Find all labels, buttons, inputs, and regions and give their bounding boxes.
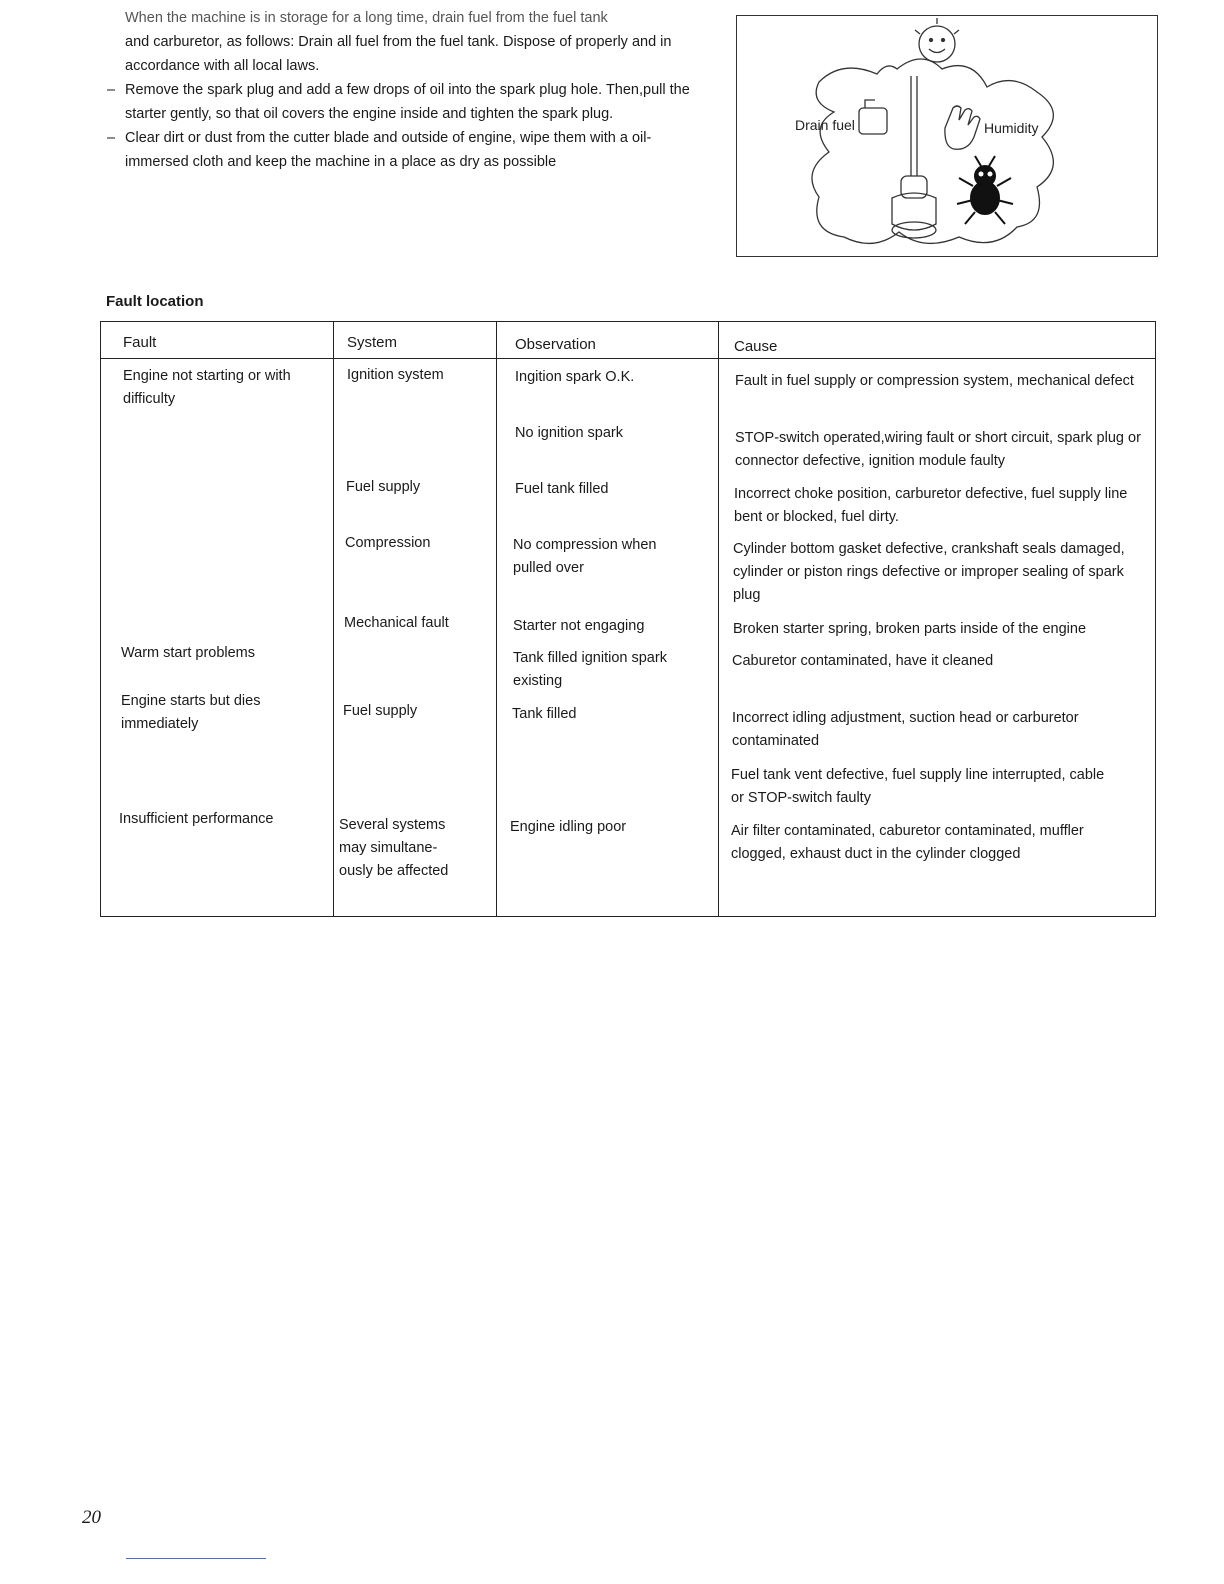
system-cell: Mechanical fault <box>344 615 449 631</box>
insect-icon <box>957 156 1013 224</box>
column-divider <box>718 322 719 916</box>
page-number: 20 <box>82 1507 101 1528</box>
observation-cell: Tank filled ignition spark existing <box>513 650 667 689</box>
observation-cell: No compression when pulled over <box>513 537 657 576</box>
observation-cell: No ignition spark <box>515 425 623 441</box>
hand-icon <box>945 106 980 149</box>
storage-illustration <box>736 15 1158 257</box>
cause-cell: Fault in fuel supply or compression system, mechanical defect <box>735 373 1134 389</box>
sun-face-icon <box>915 18 959 62</box>
storage-instructions <box>100 6 710 174</box>
storage-bullet-1 <box>100 30 710 78</box>
header-cause: Cause <box>734 338 778 355</box>
fault-cell: Insufficient performance <box>119 811 274 827</box>
storage-bullet-2-text: Remove the spark plug and add a few drops of oil into the spark plug hole. Then,pull the starter gently, so that oil covers the engine inside and tighten the spark plug. <box>125 82 690 122</box>
header-divider <box>101 358 1155 359</box>
system-cell: Fuel supply <box>343 703 418 719</box>
cause-cell: STOP-switch operated,wiring fault or short circuit, spark plug or connector defective, ignition module faulty <box>735 430 1141 469</box>
drain-fuel-label: Drain fuel <box>795 117 855 133</box>
fuel-can-icon <box>859 100 887 134</box>
humidity-label: Humidity <box>984 120 1039 136</box>
header-system: System <box>347 334 398 351</box>
storage-bullet-3-text: Clear dirt or dust from the cutter blade and outside of engine, wipe them with a oil-immersed cloth and keep the machine in a place as dry as possible <box>125 130 652 170</box>
fault-cell: Engine starts but dies immediately <box>121 693 261 732</box>
system-cell: Several systems may simultane-ously be affected <box>339 817 449 879</box>
bullet-dash: – <box>107 82 116 98</box>
system-cell: Fuel supply <box>346 479 421 495</box>
storage-intro-line: When the machine is in storage for a long time, drain fuel from the fuel tank <box>125 10 608 26</box>
system-cell: Ignition system <box>347 367 444 383</box>
section-title: Fault location <box>106 293 204 310</box>
fault-cell: Warm start problems <box>121 645 256 661</box>
observation-cell: Fuel tank filled <box>515 481 609 497</box>
cause-cell: Caburetor contaminated, have it cleaned <box>732 653 994 669</box>
observation-cell: Starter not engaging <box>513 618 645 634</box>
observation-cell: Engine idling poor <box>510 819 627 835</box>
column-divider <box>496 322 497 916</box>
storage-bullet-1-text: and carburetor, as follows: Drain all fuel from the fuel tank. Dispose of properly and in accordance with all local laws. <box>125 34 672 74</box>
system-cell: Compression <box>345 535 431 551</box>
observation-cell: Tank filled <box>512 706 577 722</box>
header-fault: Fault <box>123 334 157 351</box>
cause-cell: Broken starter spring, broken parts inside of the engine <box>733 621 1087 637</box>
cause-cell: Fuel tank vent defective, fuel supply line interrupted, cable or STOP-switch faulty <box>731 767 1105 806</box>
trimmer-engine-icon <box>892 176 936 238</box>
footer-rule <box>126 1558 266 1559</box>
cause-cell: Air filter contaminated, caburetor contaminated, muffler clogged, exhaust duct in the cylinder clogged <box>731 823 1084 862</box>
storage-bullet-2 <box>100 78 710 126</box>
cause-cell: Cylinder bottom gasket defective, crankshaft seals damaged, cylinder or piston rings defective or improper sealing of spark plug <box>733 541 1125 603</box>
cause-cell: Incorrect choke position, carburetor defective, fuel supply line bent or blocked, fuel dirty. <box>734 486 1128 525</box>
fault-cell: Engine not starting or with difficulty <box>123 368 291 407</box>
observation-cell: Ingition spark O.K. <box>515 369 635 385</box>
fault-table <box>100 321 1156 917</box>
cloud-icon <box>812 59 1053 243</box>
header-observation: Observation <box>515 336 596 353</box>
storage-bullet-3 <box>100 126 710 174</box>
illustration-drawing <box>737 16 1159 258</box>
cause-cell: Incorrect idling adjustment, suction head or carburetor contaminated <box>732 710 1079 749</box>
column-divider <box>333 322 334 916</box>
bullet-dash: – <box>107 130 116 146</box>
